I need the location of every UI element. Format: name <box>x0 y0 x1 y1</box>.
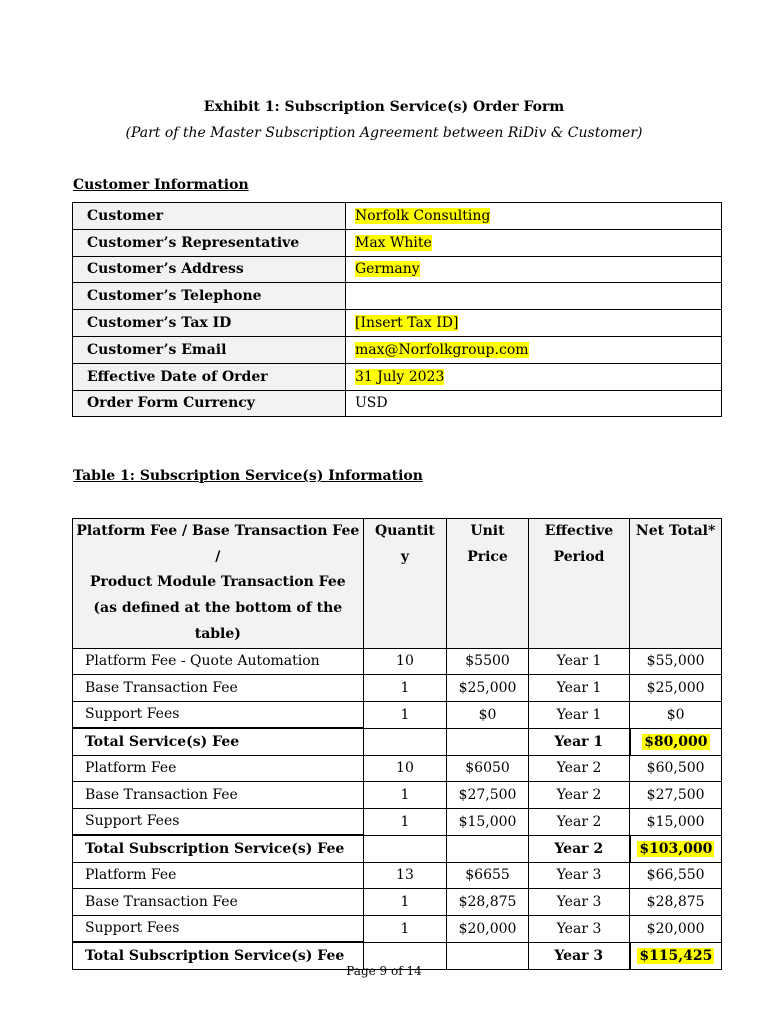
total-row <box>73 835 722 862</box>
quantity-cell: 1 <box>363 675 447 702</box>
header-line: Product Module Transaction Fee <box>90 574 346 591</box>
effective-period-cell: Year 1 <box>528 728 629 755</box>
net-total-cell <box>630 889 722 916</box>
column-header-effective-period <box>528 519 629 649</box>
service-name-cell: Support Fees <box>73 808 364 835</box>
customer-info-row <box>73 310 722 337</box>
header-line: y <box>400 548 410 565</box>
net-total-cell <box>630 701 722 728</box>
quantity-cell <box>363 835 447 862</box>
quantity-cell: 10 <box>363 648 447 675</box>
service-name-cell: Support Fees <box>73 701 364 728</box>
net-total-cell <box>630 808 722 835</box>
services-table-heading: Table 1: Subscription Service(s) Information <box>73 468 423 484</box>
net-total-value: $27,500 <box>646 786 705 803</box>
customer-field-label: Customer’s Email <box>73 336 346 363</box>
customer-field-value: 31 July 2023 <box>355 368 445 385</box>
customer-field-label: Customer’s Tax ID <box>73 310 346 337</box>
table-row <box>73 648 722 675</box>
customer-field-label: Customer’s Address <box>73 256 346 283</box>
service-name-cell: Platform Fee <box>73 862 364 889</box>
net-total-cell <box>630 915 722 942</box>
quantity-cell <box>363 728 447 755</box>
quantity-cell: 1 <box>363 889 447 916</box>
net-total-cell <box>630 675 722 702</box>
page-number: Page 9 of 14 <box>346 964 422 978</box>
effective-period-cell: Year 3 <box>528 915 629 942</box>
unit-price-cell: $0 <box>447 701 529 728</box>
customer-info-row <box>73 336 722 363</box>
net-total-highlighted-value: $115,425 <box>639 947 713 964</box>
column-header-quantity <box>363 519 447 649</box>
net-total-cell <box>630 728 722 755</box>
net-total-cell <box>630 835 722 862</box>
unit-price-cell: $25,000 <box>447 675 529 702</box>
table-row <box>73 808 722 835</box>
customer-field-value: Max White <box>355 234 432 251</box>
quantity-cell: 1 <box>363 808 447 835</box>
table-row <box>73 862 722 889</box>
unit-price-cell <box>447 728 529 755</box>
service-name-cell: Platform Fee - Quote Automation <box>73 648 364 675</box>
quantity-cell: 1 <box>363 915 447 942</box>
customer-info-row <box>73 363 722 390</box>
net-total-highlighted-value: $103,000 <box>639 840 713 857</box>
table-header-row <box>73 519 722 649</box>
net-total-value: $55,000 <box>646 653 705 670</box>
table-row <box>73 701 722 728</box>
page-subtitle: (Part of the Master Subscription Agreement between RiDiv & Customer) <box>125 125 643 141</box>
quantity-cell: 1 <box>363 701 447 728</box>
customer-field-value-cell <box>346 203 722 230</box>
effective-period-cell: Year 2 <box>528 835 629 862</box>
unit-price-cell: $6050 <box>447 755 529 782</box>
customer-field-value-cell <box>346 229 722 256</box>
customer-field-value-cell <box>346 336 722 363</box>
customer-field-label: Order Form Currency <box>73 390 346 417</box>
customer-field-label: Customer’s Representative <box>73 229 346 256</box>
header-line: Platform Fee / Base Transaction Fee / <box>76 523 360 565</box>
quantity-cell: 13 <box>363 862 447 889</box>
net-total-value: $28,875 <box>646 893 705 910</box>
page-title: Exhibit 1: Subscription Service(s) Order Form <box>203 99 565 115</box>
effective-period-cell: Year 3 <box>528 942 629 969</box>
total-row <box>73 728 722 755</box>
customer-field-label: Customer <box>73 203 346 230</box>
net-total-value: $60,500 <box>646 760 705 777</box>
net-total-value: $0 <box>666 706 685 723</box>
net-total-cell <box>630 755 722 782</box>
customer-field-value-cell <box>346 390 722 417</box>
customer-field-value: max@Norfolkgroup.com <box>355 341 529 358</box>
service-name-cell: Base Transaction Fee <box>73 675 364 702</box>
table-row <box>73 782 722 809</box>
unit-price-cell: $28,875 <box>447 889 529 916</box>
net-total-highlighted-value: $80,000 <box>644 733 708 750</box>
customer-field-value-cell <box>346 310 722 337</box>
effective-period-cell: Year 2 <box>528 755 629 782</box>
customer-field-value: Germany <box>355 261 420 278</box>
customer-field-value: USD <box>355 395 388 412</box>
net-total-cell <box>630 648 722 675</box>
column-header-net-total: Net Total* <box>630 519 722 649</box>
customer-field-label: Customer’s Telephone <box>73 283 346 310</box>
net-total-value: $66,550 <box>646 867 705 884</box>
header-line: Price <box>467 548 508 565</box>
header-line: (as defined at the bottom of the table) <box>93 600 343 642</box>
effective-period-cell: Year 2 <box>528 782 629 809</box>
subscription-services-table <box>72 518 722 970</box>
header-line: Period <box>553 548 605 565</box>
table-row <box>73 889 722 916</box>
service-name-cell: Support Fees <box>73 915 364 942</box>
effective-period-cell: Year 2 <box>528 808 629 835</box>
customer-field-value-cell <box>346 363 722 390</box>
customer-field-value: Norfolk Consulting <box>355 207 491 224</box>
customer-field-label: Effective Date of Order <box>73 363 346 390</box>
customer-info-row <box>73 390 722 417</box>
net-total-cell <box>630 862 722 889</box>
customer-info-table <box>72 202 722 417</box>
unit-price-cell: $5500 <box>447 648 529 675</box>
net-total-value: $15,000 <box>646 813 705 830</box>
service-name-cell: Total Subscription Service(s) Fee <box>73 835 364 862</box>
quantity-cell: 10 <box>363 755 447 782</box>
effective-period-cell: Year 3 <box>528 889 629 916</box>
customer-info-row <box>73 256 722 283</box>
table-row <box>73 755 722 782</box>
effective-period-cell: Year 1 <box>528 701 629 728</box>
customer-field-value: [Insert Tax ID] <box>355 315 459 332</box>
customer-info-heading: Customer Information <box>73 177 249 193</box>
quantity-cell: 1 <box>363 782 447 809</box>
service-name-cell: Total Subscription Service(s) Fee <box>73 942 364 969</box>
customer-info-row <box>73 283 722 310</box>
header-line: Quantit <box>375 523 435 539</box>
customer-info-row <box>73 229 722 256</box>
net-total-cell <box>630 782 722 809</box>
header-line: Effective <box>544 523 614 539</box>
effective-period-cell: Year 3 <box>528 862 629 889</box>
service-name-cell: Base Transaction Fee <box>73 782 364 809</box>
unit-price-cell: $20,000 <box>447 915 529 942</box>
customer-field-value-cell <box>346 256 722 283</box>
customer-info-row <box>73 203 722 230</box>
effective-period-cell: Year 1 <box>528 675 629 702</box>
customer-field-value-cell <box>346 283 722 310</box>
unit-price-cell: $27,500 <box>447 782 529 809</box>
net-total-value: $25,000 <box>646 679 705 696</box>
unit-price-cell: $15,000 <box>447 808 529 835</box>
service-name-cell: Base Transaction Fee <box>73 889 364 916</box>
effective-period-cell: Year 1 <box>528 648 629 675</box>
unit-price-cell <box>447 835 529 862</box>
header-line: Unit <box>470 523 505 539</box>
column-header-service <box>73 519 364 649</box>
service-name-cell: Total Service(s) Fee <box>73 728 364 755</box>
service-name-cell: Platform Fee <box>73 755 364 782</box>
unit-price-cell: $6655 <box>447 862 529 889</box>
table-row <box>73 675 722 702</box>
column-header-unit-price <box>447 519 529 649</box>
table-row <box>73 915 722 942</box>
net-total-value: $20,000 <box>646 920 705 937</box>
